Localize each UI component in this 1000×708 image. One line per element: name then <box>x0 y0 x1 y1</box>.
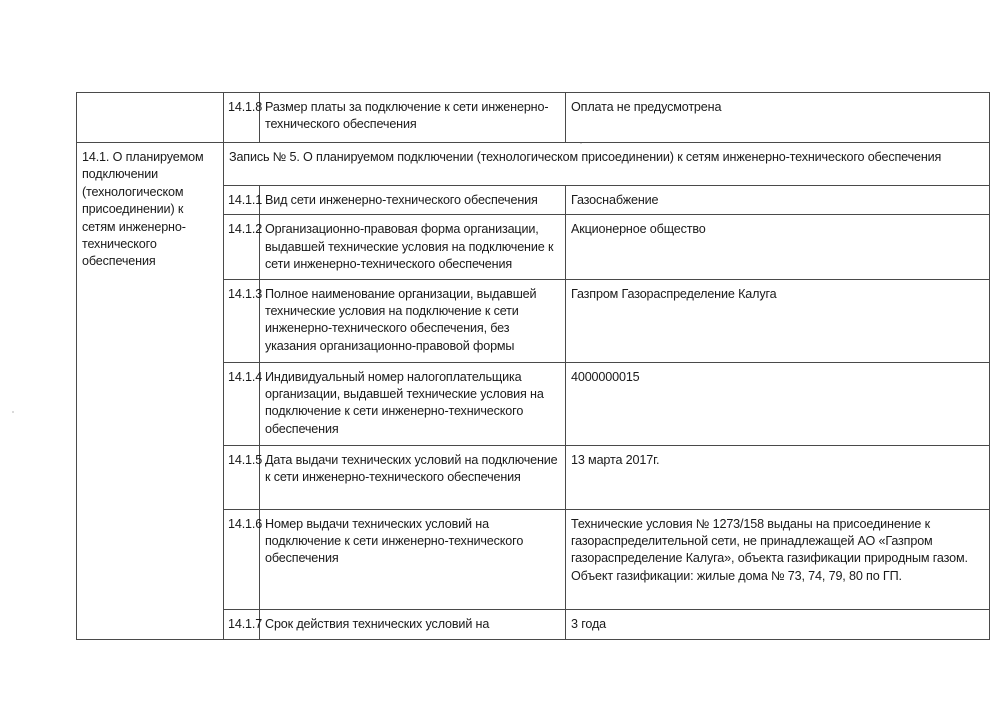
empty-section-cell <box>77 93 224 143</box>
row-number: 14.1.8 <box>224 93 260 143</box>
row-value: 13 марта 2017г. <box>566 445 990 509</box>
row-label: Организационно-правовая форма организации, выдавшей технические условия на подключение к сети инженерно-технического обеспечения <box>260 215 566 279</box>
row-label: Номер выдачи технических условий на подключение к сети инженерно-технического обеспечения <box>260 509 566 609</box>
value-line: Технические условия № 1273/158 выданы на присоединение к газораспределительной сети, не принадлежащей АО «Газпром газораспределение Калуга», объекта газификации природным газом. <box>571 516 968 566</box>
row-value: Акционерное общество <box>566 215 990 279</box>
row-number: 14.1.1 <box>224 186 260 215</box>
row-label: Индивидуальный номер налогоплательщика организации, выдавшей технические условия на подключение к сети инженерно-технического обеспечения <box>260 362 566 445</box>
row-label: Размер платы за подключение к сети инженерно-технического обеспечения <box>260 93 566 143</box>
record-header: Запись № 5. О планируемом подключении (технологическом присоединении) к сетям инженерно-технического обеспечения <box>224 143 990 186</box>
row-value: Газоснабжение <box>566 186 990 215</box>
row-number: 14.1.3 <box>224 279 260 362</box>
row-value: 3 года <box>566 609 990 639</box>
record-header-row <box>77 143 990 186</box>
row-label: Вид сети инженерно-технического обеспечения <box>260 186 566 215</box>
section-title: 14.1. О планируемом подключении (технологическом присоединении) к сетям инженерно-технического обеспечения <box>77 143 224 640</box>
project-declaration-table <box>76 92 990 640</box>
row-number: 14.1.4 <box>224 362 260 445</box>
table-row <box>77 93 990 143</box>
scan-speck <box>12 411 14 413</box>
row-value: Газпром Газораспределение Калуга <box>566 279 990 362</box>
row-value: 4000000015 <box>566 362 990 445</box>
value-line: Объект газификации: жилые дома № 73, 74, 79, 80 по ГП. <box>571 568 902 583</box>
row-label: Срок действия технических условий на <box>260 609 566 639</box>
row-label: Дата выдачи технических условий на подключение к сети инженерно-технического обеспечения <box>260 445 566 509</box>
row-value: Оплата не предусмотрена <box>566 93 990 143</box>
row-label: Полное наименование организации, выдавшей технические условия на подключение к сети инженерно-технического обеспечения, без указания организационно-правовой формы <box>260 279 566 362</box>
row-number: 14.1.2 <box>224 215 260 279</box>
row-number: 14.1.5 <box>224 445 260 509</box>
row-number: 14.1.6 <box>224 509 260 609</box>
row-number: 14.1.7 <box>224 609 260 639</box>
row-value <box>566 509 990 609</box>
